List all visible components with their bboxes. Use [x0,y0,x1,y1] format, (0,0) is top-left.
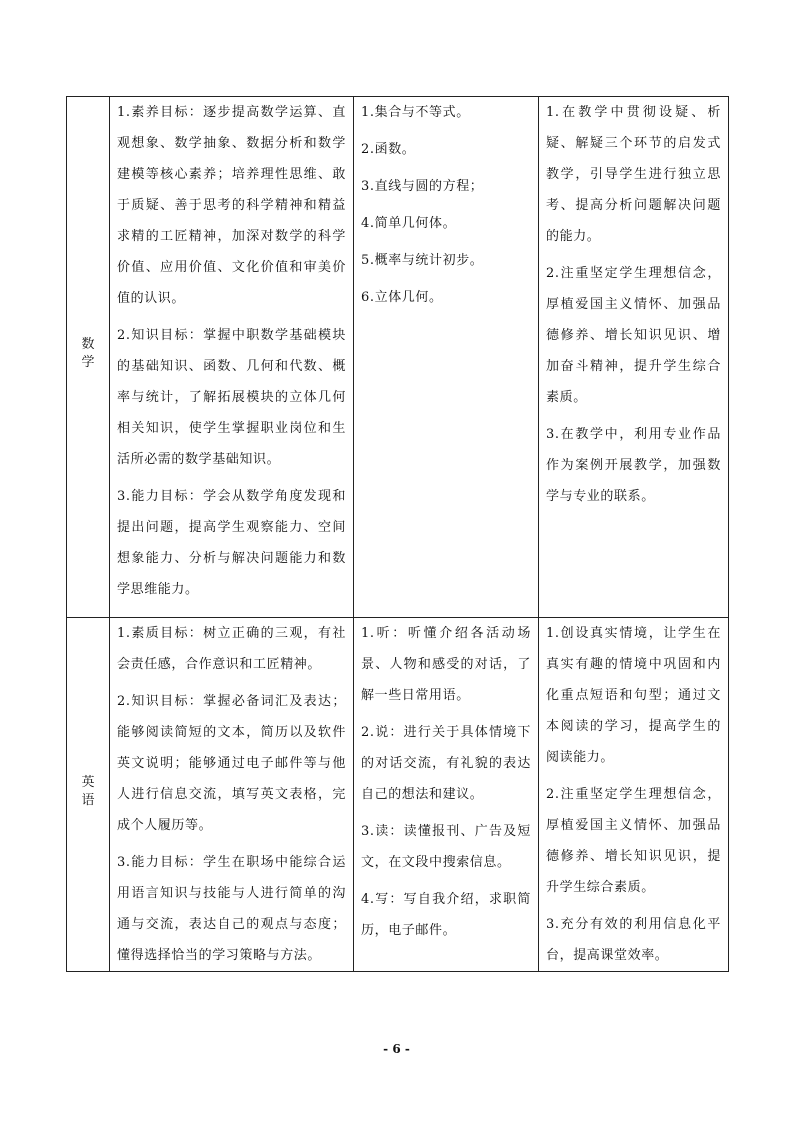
content-item: 4.写：写自我介绍，求职简历，电子邮件。 [361,892,531,938]
content-item: 2.函数。 [361,142,416,157]
content-item: 3.直线与圆的方程； [361,179,484,194]
goal-paragraph: 2.知识目标：掌握必备词汇及表达；能够阅读简短的文本，简历以及软件英文说明；能够通过电子邮件等与他人进行信息交流，填写英文表格，完成个人履历等。 [117,694,346,833]
curriculum-table [66,96,729,972]
content-item: 3.读：读懂报刊、广告及短文，在文段中搜索信息。 [361,824,531,870]
content-item: 4.简单几何体。 [361,216,457,231]
method-paragraph: 3.在教学中，利用专业作品作为案例开展教学，加强数学与专业的联系。 [546,427,721,504]
goal-paragraph: 3.能力目标：学会从数学角度发现和提出问题，提高学生观察能力、空间想象能力、分析与解决问题能力和数学思维能力。 [117,489,346,597]
methods-cell [539,618,729,972]
content-item: 5.概率与统计初步。 [361,253,484,268]
method-paragraph: 2.注重坚定学生理想信念，厚植爱国主义情怀、加强品德修养、增长知识见识、增加奋斗精神，提升学生综合素质。 [546,266,721,405]
table-row-english [67,618,729,972]
content-cell [354,97,539,618]
subject-cell [67,97,110,618]
goal-paragraph: 2.知识目标：掌握中职数学基础模块的基础知识、函数、几何和代数、概率与统计，了解拓展模块的立体几何相关知识，使学生掌握职业岗位和生活所必需的数学基础知识。 [117,328,346,467]
page-number: - 6 - [383,1042,410,1056]
method-paragraph: 1.在教学中贯彻设疑、析疑、解疑三个环节的启发式教学，引导学生进行独立思考、提高分析问题解决问题的能力。 [546,105,721,244]
method-paragraph: 3.充分有效的利用信息化平台，提高课堂效率。 [546,917,721,963]
goal-paragraph: 3.能力目标：学生在职场中能综合运用语言知识与技能与人进行简单的沟通与交流，表达自己的观点与态度；懂得选择恰当的学习策略与方法。 [117,855,346,963]
content-item: 6.立体几何。 [361,290,443,305]
methods-cell [539,97,729,618]
content-item: 2.说：进行关于具体情境下的对话交流，有礼貌的表达自己的想法和建议。 [361,725,531,802]
content-cell [354,618,539,972]
method-paragraph: 2.注重坚定学生理想信念，厚植爱国主义情怀、加强品德修养、增长知识见识，提升学生综合素质。 [546,787,721,895]
goal-paragraph: 1.素养目标：逐步提高数学运算、直观想象、数学抽象、数据分析和数学建模等核心素养；培养理性思维、敢于质疑、善于思考的科学精神和精益求精的工匠精神，加深对数学的科学价值、应用价值、文化价值和审美价值的认识。 [117,105,346,306]
subject-cell [67,618,110,972]
goals-cell [110,97,354,618]
subject-label: 英语 [81,774,95,808]
method-paragraph: 1.创设真实情境，让学生在真实有趣的情境中巩固和内化重点短语和句型；通过文本阅读的学习，提高学生的阅读能力。 [546,626,721,765]
content-item: 1.集合与不等式。 [361,105,470,120]
table-row-math [67,97,729,618]
goals-cell [110,618,354,972]
subject-label: 数学 [81,337,95,370]
goal-paragraph: 1.素质目标：树立正确的三观，有社会责任感，合作意识和工匠精神。 [117,626,346,672]
content-item: 1.听：听懂介绍各活动场景、人物和感受的对话，了解一些日常用语。 [361,626,531,703]
